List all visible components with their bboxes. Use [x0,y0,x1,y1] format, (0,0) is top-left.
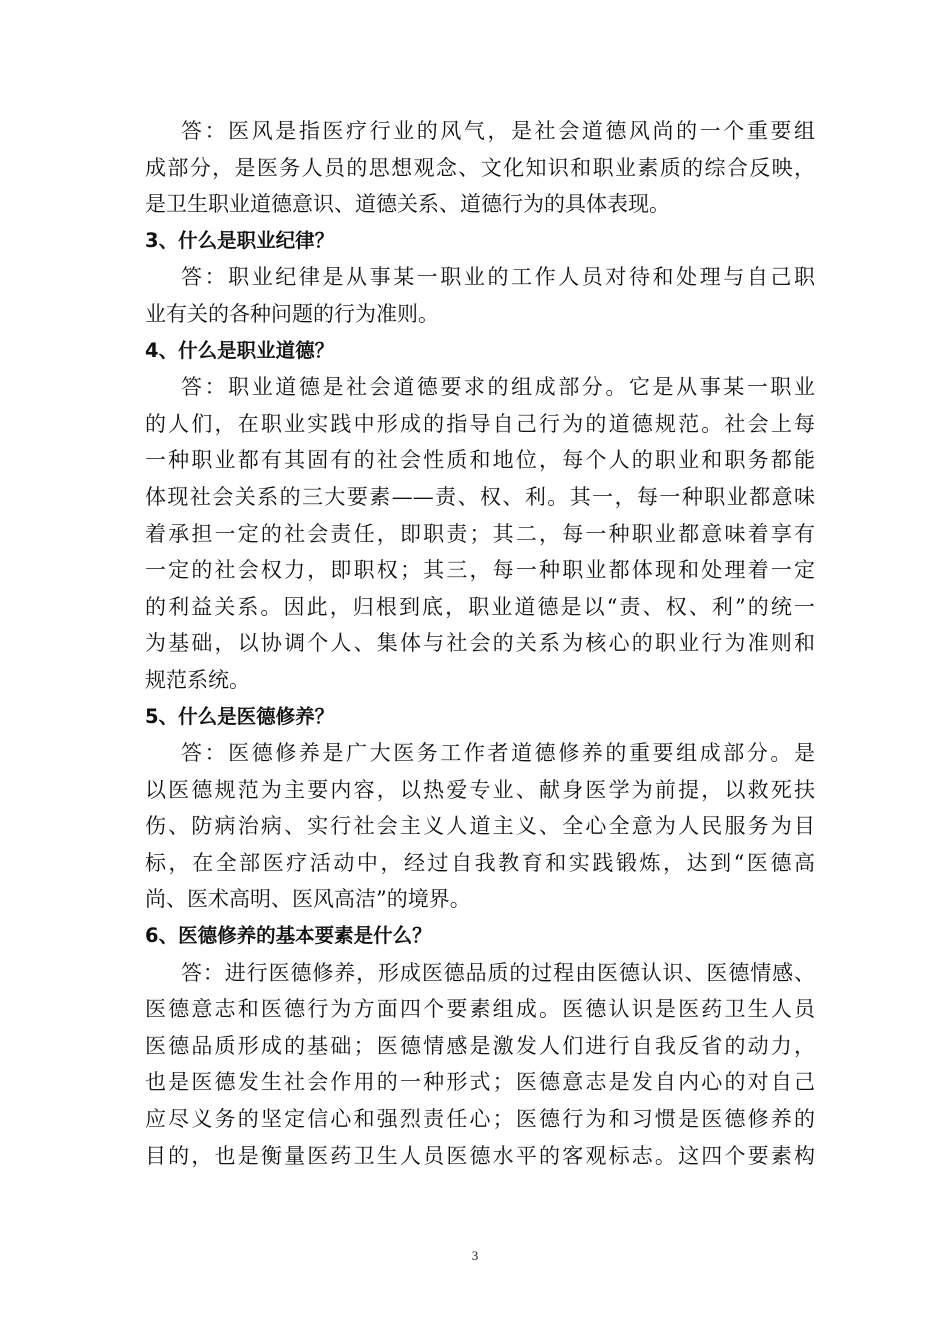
answer-first-line: 答：进行医德修养，形成医德品质的过程由医德认识、医德情感、 [181,960,815,985]
answer-line: 为基础，以协调个人、集体与社会的关系为核心的职业行为准则和 [145,631,815,656]
answer-last-line: 尚、医术高明、医风高洁”的境界。 [145,887,471,912]
answer-first-line: 答：职业道德是社会道德要求的组成部分。它是从事某一职业 [181,375,815,400]
answer-line: 一种职业都有其固有的社会性质和地位，每个人的职业和职务都能 [145,448,815,473]
answer-line: 应尽义务的坚定信心和强烈责任心；医德行为和习惯是医德修养的 [145,1107,815,1132]
question-heading: 5、什么是医德修养？ [145,704,335,728]
answer-first-line: 答：医德修养是广大医务工作者道德修养的重要组成部分。是 [181,741,815,766]
answer-line: 成部分，是医务人员的思想观念、文化知识和职业素质的综合反映， [145,155,815,180]
answer-last-line: 是卫生职业道德意识、道德关系、道德行为的具体表现。 [145,192,670,217]
answer-last-line: 规范系统。 [145,667,250,692]
question-heading: 4、什么是职业道德？ [145,338,335,362]
answer-line: 以医德规范为主要内容，以热爱专业、献身医学为前提，以救死扶 [145,777,815,802]
answer-line: 也是医德发生社会作用的一种形式；医德意志是发自内心的对自己 [145,1070,815,1095]
answer-line: 的利益关系。因此，归根到底，职业道德是以“责、权、利”的统一 [145,594,815,619]
document-page [145,113,815,1174]
answer-first-line: 答：职业纪律是从事某一职业的工作人员对待和处理与自己职 [181,265,815,290]
answer-line: 医德意志和医德行为方面四个要素组成。医德认识是医药卫生人员 [145,997,815,1022]
answer-last-line: 业有关的各种问题的行为准则。 [145,301,439,326]
answer-line: 标，在全部医疗活动中，经过自我教育和实践锻炼，达到“医德高 [145,850,815,875]
answer-line: 体现社会关系的三大要素——责、权、利。其一，每一种职业都意味 [145,484,815,509]
answer-line: 着承担一定的社会责任，即职责；其二，每一种职业都意味着享有 [145,521,815,546]
question-heading: 3、什么是职业纪律？ [145,228,335,252]
answer-first-line: 答：医风是指医疗行业的风气，是社会道德风尚的一个重要组 [181,119,815,143]
question-heading: 6、医德修养的基本要素是什么？ [145,924,432,948]
page-number: 3 [471,1248,479,1263]
answer-line: 的人们，在职业实践中形成的指导自己行为的道德规范。社会上每 [145,411,815,436]
answer-line: 医德品质形成的基础；医德情感是激发人们进行自我反省的动力， [145,1033,815,1058]
answer-line: 目的，也是衡量医药卫生人员医德水平的客观标志。这四个要素构 [145,1143,815,1168]
answer-line: 伤、防病治病、实行社会主义人道主义、全心全意为人民服务为目 [145,814,815,839]
answer-line: 一定的社会权力，即职权；其三，每一种职业都体现和处理着一定 [145,558,815,583]
